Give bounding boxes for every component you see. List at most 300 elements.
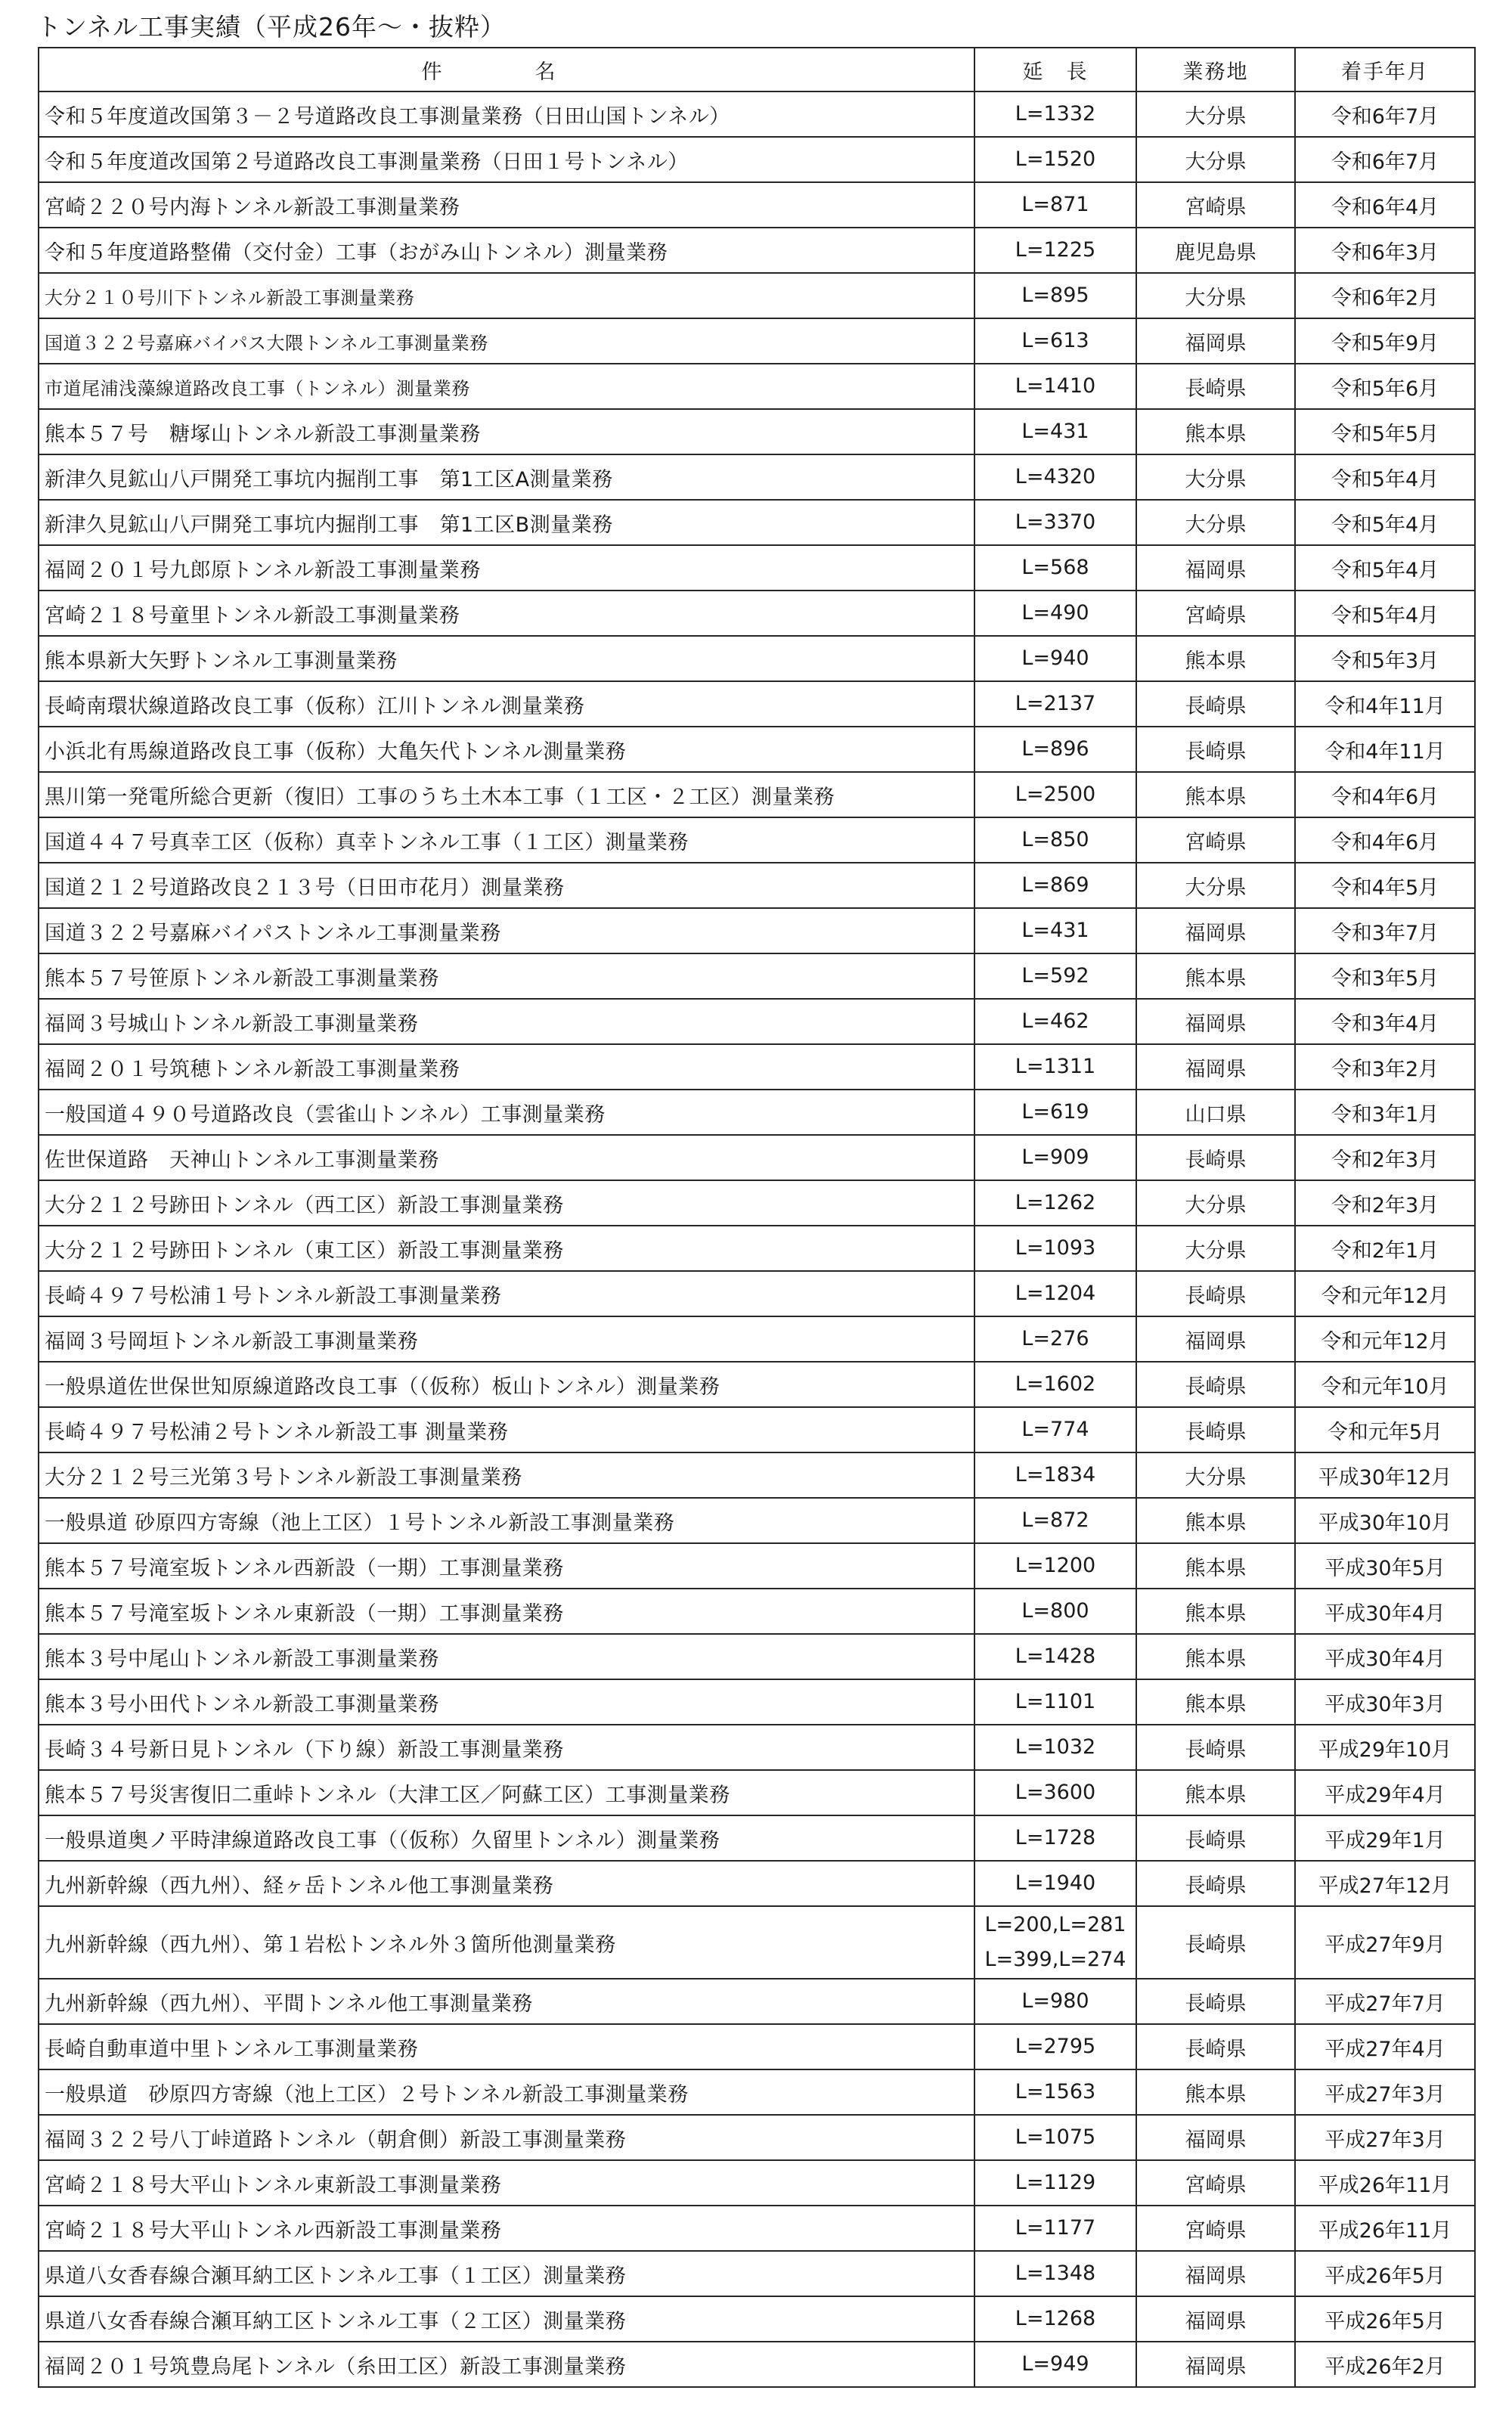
cell-project-name: 宮崎２１８号大平山トンネル東新設工事測量業務 — [39, 2160, 974, 2206]
cell-start-date: 令和5年4月 — [1295, 591, 1475, 636]
cell-project-name: 小浜北有馬線道路改良工事（仮称）大亀矢代トンネル測量業務 — [39, 727, 974, 772]
length-value: L=1177 — [1015, 2216, 1096, 2240]
length-value: L=909 — [1021, 1145, 1089, 1169]
cell-prefecture: 宮崎県 — [1136, 817, 1295, 863]
cell-length — [974, 318, 1136, 364]
cell-start-date: 令和3年1月 — [1295, 1090, 1475, 1135]
cell-project-name: 令和５年度道改国第３－２号道路改良工事測量業務（日田山国トンネル） — [39, 91, 974, 137]
cell-prefecture: 熊本県 — [1136, 1543, 1295, 1589]
cell-project-name: 宮崎２１８号童里トンネル新設工事測量業務 — [39, 591, 974, 636]
cell-prefecture: 福岡県 — [1136, 1316, 1295, 1362]
length-value: L=613 — [1021, 329, 1089, 352]
length-value: L=1520 — [1015, 147, 1096, 171]
cell-prefecture: 長崎県 — [1136, 1362, 1295, 1407]
cell-project-name: 九州新幹線（西九州）、第１岩松トンネル外３箇所他測量業務 — [39, 1906, 974, 1979]
cell-project-name: 長崎３４号新日見トンネル（下り線）新設工事測量業務 — [39, 1725, 974, 1770]
cell-project-name: 新津久見鉱山八戸開発工事坑内掘削工事 第1工区B測量業務 — [39, 500, 974, 545]
length-value: L=871 — [1021, 193, 1089, 216]
cell-length — [974, 908, 1136, 953]
cell-length — [974, 1180, 1136, 1226]
cell-project-name: 熊本５７号 糖塚山トンネル新設工事測量業務 — [39, 409, 974, 454]
cell-project-name: 九州新幹線（西九州）、平間トンネル他工事測量業務 — [39, 1979, 974, 2024]
length-value: L=1129 — [1015, 2171, 1096, 2194]
cell-length — [974, 1815, 1136, 1861]
cell-start-date: 平成26年5月 — [1295, 2251, 1475, 2296]
cell-length — [974, 636, 1136, 681]
length-value: L=1563 — [1015, 2080, 1096, 2103]
table-row — [39, 409, 1475, 454]
header-name: 件 名 — [39, 48, 974, 91]
cell-project-name: 熊本５７号滝室坂トンネル東新設（一期）工事測量業務 — [39, 1589, 974, 1634]
length-value: L=896 — [1021, 737, 1089, 761]
cell-prefecture: 熊本県 — [1136, 772, 1295, 817]
table-row — [39, 1135, 1475, 1180]
cell-length — [974, 1407, 1136, 1452]
table-row — [39, 273, 1475, 318]
cell-length — [974, 1226, 1136, 1271]
cell-project-name: 新津久見鉱山八戸開発工事坑内掘削工事 第1工区A測量業務 — [39, 454, 974, 500]
length-value: L=3600 — [1015, 1781, 1096, 1804]
cell-project-name: 福岡２０１号筑穂トンネル新設工事測量業務 — [39, 1044, 974, 1090]
length-value: L=1032 — [1015, 1735, 1096, 1759]
cell-project-name: 県道八女香春線合瀬耳納工区トンネル工事（１工区）測量業務 — [39, 2251, 974, 2296]
cell-start-date: 平成26年11月 — [1295, 2160, 1475, 2206]
table-row — [39, 228, 1475, 273]
table-row — [39, 2296, 1475, 2342]
length-value: L=869 — [1021, 873, 1089, 897]
length-value: L=2795 — [1015, 2035, 1096, 2058]
cell-start-date: 平成30年3月 — [1295, 1679, 1475, 1725]
table-row — [39, 2024, 1475, 2069]
cell-length — [974, 1452, 1136, 1498]
cell-length — [974, 1271, 1136, 1316]
cell-start-date: 平成27年7月 — [1295, 1979, 1475, 2024]
cell-start-date: 平成29年4月 — [1295, 1770, 1475, 1815]
cell-length — [974, 817, 1136, 863]
table-row — [39, 1316, 1475, 1362]
table-header-row — [39, 48, 1475, 91]
cell-prefecture: 福岡県 — [1136, 999, 1295, 1044]
cell-prefecture: 宮崎県 — [1136, 591, 1295, 636]
cell-start-date: 平成27年3月 — [1295, 2115, 1475, 2160]
cell-length — [974, 1979, 1136, 2024]
cell-length — [974, 364, 1136, 409]
cell-project-name: 県道八女香春線合瀬耳納工区トンネル工事（２工区）測量業務 — [39, 2296, 974, 2342]
cell-prefecture: 熊本県 — [1136, 1498, 1295, 1543]
length-value: L=619 — [1021, 1100, 1089, 1124]
cell-project-name: 国道３２２号嘉麻バイパス大隈トンネル工事測量業務 — [39, 318, 974, 364]
table-row — [39, 1979, 1475, 2024]
length-value: L=1410 — [1015, 374, 1096, 398]
table-row — [39, 953, 1475, 999]
length-value: L=490 — [1021, 601, 1089, 625]
cell-project-name: 黒川第一発電所総合更新（復旧）工事のうち土木本工事（１工区・２工区）測量業務 — [39, 772, 974, 817]
table-row — [39, 863, 1475, 908]
cell-start-date: 令和4年11月 — [1295, 681, 1475, 727]
cell-length — [974, 2024, 1136, 2069]
cell-length — [974, 228, 1136, 273]
cell-prefecture: 鹿児島県 — [1136, 228, 1295, 273]
cell-start-date: 令和6年7月 — [1295, 91, 1475, 137]
cell-start-date: 平成26年11月 — [1295, 2206, 1475, 2251]
table-row — [39, 1498, 1475, 1543]
cell-project-name: 長崎南環状線道路改良工事（仮称）江川トンネル測量業務 — [39, 681, 974, 727]
cell-length — [974, 500, 1136, 545]
cell-length — [974, 409, 1136, 454]
cell-project-name: 大分２１２号跡田トンネル（西工区）新設工事測量業務 — [39, 1180, 974, 1226]
cell-start-date: 平成30年10月 — [1295, 1498, 1475, 1543]
cell-prefecture: 大分県 — [1136, 500, 1295, 545]
cell-prefecture: 長崎県 — [1136, 1271, 1295, 1316]
cell-prefecture: 福岡県 — [1136, 2115, 1295, 2160]
page-title: トンネル工事実績（平成26年～・抜粋） — [36, 12, 507, 42]
cell-prefecture: 大分県 — [1136, 1452, 1295, 1498]
cell-length — [974, 1498, 1136, 1543]
cell-start-date: 令和2年1月 — [1295, 1226, 1475, 1271]
cell-project-name: 国道３２２号嘉麻バイパストンネル工事測量業務 — [39, 908, 974, 953]
cell-length — [974, 2296, 1136, 2342]
cell-length — [974, 1044, 1136, 1090]
cell-prefecture: 福岡県 — [1136, 1044, 1295, 1090]
table-row — [39, 772, 1475, 817]
table-row — [39, 1725, 1475, 1770]
cell-length — [974, 273, 1136, 318]
length-value: L=1332 — [1015, 102, 1096, 126]
table-row — [39, 364, 1475, 409]
length-value: L=1728 — [1015, 1826, 1096, 1849]
table-row — [39, 137, 1475, 182]
header-length: 延 長 — [974, 48, 1136, 91]
cell-start-date: 平成30年5月 — [1295, 1543, 1475, 1589]
cell-length — [974, 1679, 1136, 1725]
cell-length — [974, 1090, 1136, 1135]
length-value: L=872 — [1021, 1508, 1089, 1532]
cell-prefecture: 大分県 — [1136, 1226, 1295, 1271]
cell-start-date: 令和6年2月 — [1295, 273, 1475, 318]
header-start-date: 着手年月 — [1295, 48, 1475, 91]
length-value: L=399,L=274 — [984, 1948, 1126, 1971]
length-value: L=800 — [1021, 1599, 1089, 1623]
cell-length — [974, 91, 1136, 137]
table-row — [39, 908, 1475, 953]
cell-project-name: 福岡３号岡垣トンネル新設工事測量業務 — [39, 1316, 974, 1362]
length-value: L=462 — [1021, 1009, 1089, 1033]
table-row — [39, 1044, 1475, 1090]
table-row — [39, 2115, 1475, 2160]
cell-length — [974, 727, 1136, 772]
table-row — [39, 591, 1475, 636]
length-value: L=1348 — [1015, 2262, 1096, 2285]
cell-project-name: 一般県道 砂原四方寄線（池上工区）１号トンネル新設工事測量業務 — [39, 1498, 974, 1543]
cell-length — [974, 2342, 1136, 2387]
cell-start-date: 令和4年11月 — [1295, 727, 1475, 772]
cell-prefecture: 熊本県 — [1136, 1770, 1295, 1815]
length-value: L=1602 — [1015, 1372, 1096, 1396]
length-value: L=1075 — [1015, 2125, 1096, 2149]
cell-length — [974, 1634, 1136, 1679]
cell-start-date: 令和3年7月 — [1295, 908, 1475, 953]
cell-prefecture: 熊本県 — [1136, 1634, 1295, 1679]
length-value: L=568 — [1021, 556, 1089, 579]
cell-project-name: 熊本５７号滝室坂トンネル西新設（一期）工事測量業務 — [39, 1543, 974, 1589]
cell-start-date: 令和元年5月 — [1295, 1407, 1475, 1452]
cell-project-name: 一般県道佐世保世知原線道路改良工事（（仮称）板山トンネル）測量業務 — [39, 1362, 974, 1407]
table-row — [39, 1543, 1475, 1589]
length-value: L=1200 — [1015, 1554, 1096, 1577]
cell-start-date: 平成30年4月 — [1295, 1589, 1475, 1634]
length-value: L=949 — [1021, 2352, 1089, 2376]
cell-prefecture: 福岡県 — [1136, 908, 1295, 953]
table-row — [39, 1090, 1475, 1135]
cell-start-date: 令和3年5月 — [1295, 953, 1475, 999]
cell-start-date: 令和元年10月 — [1295, 1362, 1475, 1407]
table-row — [39, 454, 1475, 500]
cell-prefecture: 長崎県 — [1136, 727, 1295, 772]
cell-length — [974, 182, 1136, 228]
header-prefecture: 業務地 — [1136, 48, 1295, 91]
cell-prefecture: 大分県 — [1136, 1180, 1295, 1226]
cell-project-name: 宮崎２１８号大平山トンネル西新設工事測量業務 — [39, 2206, 974, 2251]
length-value: L=200,L=281 — [984, 1913, 1126, 1936]
length-value: L=592 — [1021, 964, 1089, 987]
table-row — [39, 2069, 1475, 2115]
cell-length — [974, 591, 1136, 636]
table-body — [39, 91, 1475, 2387]
cell-start-date: 平成30年12月 — [1295, 1452, 1475, 1498]
cell-start-date: 令和2年3月 — [1295, 1135, 1475, 1180]
cell-prefecture: 長崎県 — [1136, 1906, 1295, 1979]
cell-start-date: 令和4年5月 — [1295, 863, 1475, 908]
cell-prefecture: 長崎県 — [1136, 364, 1295, 409]
cell-prefecture: 長崎県 — [1136, 681, 1295, 727]
cell-length — [974, 1543, 1136, 1589]
cell-prefecture: 熊本県 — [1136, 1589, 1295, 1634]
cell-start-date: 平成29年1月 — [1295, 1815, 1475, 1861]
cell-length — [974, 2069, 1136, 2115]
table-row — [39, 727, 1475, 772]
cell-project-name: 大分２１２号三光第３号トンネル新設工事測量業務 — [39, 1452, 974, 1498]
length-value: L=4320 — [1015, 465, 1096, 488]
cell-prefecture: 熊本県 — [1136, 953, 1295, 999]
table-row — [39, 1906, 1475, 1979]
cell-prefecture: 大分県 — [1136, 91, 1295, 137]
cell-length — [974, 2160, 1136, 2206]
length-value: L=1311 — [1015, 1055, 1096, 1078]
table-row — [39, 91, 1475, 137]
cell-start-date: 令和元年12月 — [1295, 1316, 1475, 1362]
cell-start-date: 令和3年2月 — [1295, 1044, 1475, 1090]
table-row — [39, 1180, 1475, 1226]
cell-length — [974, 137, 1136, 182]
cell-length — [974, 2115, 1136, 2160]
cell-project-name: 熊本５７号笹原トンネル新設工事測量業務 — [39, 953, 974, 999]
length-value: L=2137 — [1015, 692, 1096, 715]
cell-project-name: 令和５年度道改国第２号道路改良工事測量業務（日田１号トンネル） — [39, 137, 974, 182]
cell-start-date: 令和6年4月 — [1295, 182, 1475, 228]
cell-prefecture: 福岡県 — [1136, 2296, 1295, 2342]
cell-length — [974, 1725, 1136, 1770]
table-row — [39, 1861, 1475, 1906]
cell-length — [974, 863, 1136, 908]
cell-start-date: 平成27年4月 — [1295, 2024, 1475, 2069]
length-value: L=431 — [1021, 919, 1089, 942]
cell-prefecture: 大分県 — [1136, 454, 1295, 500]
cell-length — [974, 1316, 1136, 1362]
table-row — [39, 1634, 1475, 1679]
cell-length — [974, 1906, 1136, 1979]
length-value: L=1204 — [1015, 1282, 1096, 1305]
cell-start-date: 令和6年3月 — [1295, 228, 1475, 273]
cell-start-date: 令和5年5月 — [1295, 409, 1475, 454]
cell-project-name: 長崎４９７号松浦２号トンネル新設工事 測量業務 — [39, 1407, 974, 1452]
length-value: L=940 — [1021, 646, 1089, 670]
table-row — [39, 2342, 1475, 2387]
cell-start-date: 令和3年4月 — [1295, 999, 1475, 1044]
length-value: L=895 — [1021, 284, 1089, 307]
cell-start-date: 平成26年2月 — [1295, 2342, 1475, 2387]
cell-start-date: 令和5年6月 — [1295, 364, 1475, 409]
cell-start-date: 平成27年9月 — [1295, 1906, 1475, 1979]
cell-length — [974, 1770, 1136, 1815]
cell-start-date: 令和5年4月 — [1295, 500, 1475, 545]
cell-prefecture: 長崎県 — [1136, 1135, 1295, 1180]
cell-project-name: 大分２１２号跡田トンネル（東工区）新設工事測量業務 — [39, 1226, 974, 1271]
cell-start-date: 令和5年9月 — [1295, 318, 1475, 364]
cell-project-name: 国道４４７号真幸工区（仮称）真幸トンネル工事（１工区）測量業務 — [39, 817, 974, 863]
cell-start-date: 令和5年3月 — [1295, 636, 1475, 681]
length-value: L=850 — [1021, 828, 1089, 851]
cell-project-name: 大分２１０号川下トンネル新設工事測量業務 — [39, 273, 974, 318]
cell-start-date: 平成26年5月 — [1295, 2296, 1475, 2342]
cell-project-name: 一般県道 砂原四方寄線（池上工区）２号トンネル新設工事測量業務 — [39, 2069, 974, 2115]
cell-prefecture: 長崎県 — [1136, 1815, 1295, 1861]
cell-prefecture: 熊本県 — [1136, 409, 1295, 454]
length-value: L=980 — [1021, 1989, 1089, 2013]
cell-prefecture: 長崎県 — [1136, 1725, 1295, 1770]
cell-start-date: 令和5年4月 — [1295, 545, 1475, 591]
cell-prefecture: 長崎県 — [1136, 1861, 1295, 1906]
table-row — [39, 1770, 1475, 1815]
table-row — [39, 545, 1475, 591]
cell-prefecture: 福岡県 — [1136, 318, 1295, 364]
length-value: L=1093 — [1015, 1236, 1096, 1260]
table-row — [39, 318, 1475, 364]
cell-prefecture: 大分県 — [1136, 273, 1295, 318]
cell-project-name: 宮崎２２０号内海トンネル新設工事測量業務 — [39, 182, 974, 228]
cell-prefecture: 宮崎県 — [1136, 182, 1295, 228]
cell-prefecture: 福岡県 — [1136, 2342, 1295, 2387]
cell-length — [974, 772, 1136, 817]
cell-length — [974, 953, 1136, 999]
cell-project-name: 長崎４９７号松浦１号トンネル新設工事測量業務 — [39, 1271, 974, 1316]
cell-prefecture: 大分県 — [1136, 863, 1295, 908]
cell-project-name: 福岡３２２号八丁峠道路トンネル（朝倉側）新設工事測量業務 — [39, 2115, 974, 2160]
table-row — [39, 1589, 1475, 1634]
length-value: L=1262 — [1015, 1191, 1096, 1214]
cell-project-name: 市道尾浦浅藻線道路改良工事（トンネル）測量業務 — [39, 364, 974, 409]
cell-project-name: 九州新幹線（西九州）、経ヶ岳トンネル他工事測量業務 — [39, 1861, 974, 1906]
length-value: L=431 — [1021, 420, 1089, 443]
cell-length — [974, 681, 1136, 727]
cell-project-name: 熊本３号中尾山トンネル新設工事測量業務 — [39, 1634, 974, 1679]
cell-length — [974, 1861, 1136, 1906]
cell-length — [974, 1589, 1136, 1634]
table-row — [39, 1271, 1475, 1316]
cell-prefecture: 山口県 — [1136, 1090, 1295, 1135]
cell-prefecture: 宮崎県 — [1136, 2160, 1295, 2206]
cell-length — [974, 1135, 1136, 1180]
cell-start-date: 令和4年6月 — [1295, 817, 1475, 863]
cell-prefecture: 大分県 — [1136, 137, 1295, 182]
cell-project-name: 長崎自動車道中里トンネル工事測量業務 — [39, 2024, 974, 2069]
table-row — [39, 1407, 1475, 1452]
cell-start-date: 令和5年4月 — [1295, 454, 1475, 500]
cell-prefecture: 宮崎県 — [1136, 2206, 1295, 2251]
table-row — [39, 1362, 1475, 1407]
table-row — [39, 1815, 1475, 1861]
table-row — [39, 1679, 1475, 1725]
table-row — [39, 636, 1475, 681]
cell-prefecture: 熊本県 — [1136, 2069, 1295, 2115]
cell-project-name: 令和５年度道路整備（交付金）工事（おがみ山トンネル）測量業務 — [39, 228, 974, 273]
cell-start-date: 令和6年7月 — [1295, 137, 1475, 182]
table-row — [39, 1452, 1475, 1498]
cell-length — [974, 454, 1136, 500]
table-row — [39, 1226, 1475, 1271]
cell-project-name: 佐世保道路 天神山トンネル工事測量業務 — [39, 1135, 974, 1180]
cell-prefecture: 長崎県 — [1136, 1979, 1295, 2024]
cell-prefecture: 長崎県 — [1136, 1407, 1295, 1452]
length-value: L=1268 — [1015, 2307, 1096, 2330]
cell-prefecture: 熊本県 — [1136, 636, 1295, 681]
table-row — [39, 817, 1475, 863]
cell-start-date: 令和元年12月 — [1295, 1271, 1475, 1316]
cell-prefecture: 熊本県 — [1136, 1679, 1295, 1725]
table-row — [39, 500, 1475, 545]
cell-project-name: 熊本５７号災害復旧二重峠トンネル（大津工区／阿蘇工区）工事測量業務 — [39, 1770, 974, 1815]
cell-start-date: 平成29年10月 — [1295, 1725, 1475, 1770]
tunnel-record-table — [38, 47, 1476, 2388]
cell-prefecture: 福岡県 — [1136, 2251, 1295, 2296]
cell-project-name: 福岡２０１号九郎原トンネル新設工事測量業務 — [39, 545, 974, 591]
length-value: L=1101 — [1015, 1690, 1096, 1713]
table-row — [39, 182, 1475, 228]
cell-project-name: 国道２１２号道路改良２１３号（日田市花月）測量業務 — [39, 863, 974, 908]
cell-prefecture: 福岡県 — [1136, 545, 1295, 591]
cell-project-name: 熊本県新大矢野トンネル工事測量業務 — [39, 636, 974, 681]
cell-length — [974, 1362, 1136, 1407]
cell-prefecture: 長崎県 — [1136, 2024, 1295, 2069]
table-row — [39, 999, 1475, 1044]
length-value: L=774 — [1021, 1418, 1089, 1441]
table-row — [39, 681, 1475, 727]
cell-length — [974, 545, 1136, 591]
table-row — [39, 2251, 1475, 2296]
length-value: L=1225 — [1015, 238, 1096, 262]
cell-project-name: 一般県道奥ノ平時津線道路改良工事（（仮称）久留里トンネル）測量業務 — [39, 1815, 974, 1861]
length-value: L=276 — [1021, 1327, 1089, 1350]
cell-length — [974, 999, 1136, 1044]
cell-start-date: 平成27年12月 — [1295, 1861, 1475, 1906]
cell-length — [974, 2251, 1136, 2296]
length-value: L=3370 — [1015, 510, 1096, 534]
cell-start-date: 平成30年4月 — [1295, 1634, 1475, 1679]
length-value: L=2500 — [1015, 783, 1096, 806]
length-value: L=1834 — [1015, 1463, 1096, 1487]
cell-project-name: 福岡３号城山トンネル新設工事測量業務 — [39, 999, 974, 1044]
length-value: L=1940 — [1015, 1871, 1096, 1895]
cell-project-name: 熊本３号小田代トンネル新設工事測量業務 — [39, 1679, 974, 1725]
